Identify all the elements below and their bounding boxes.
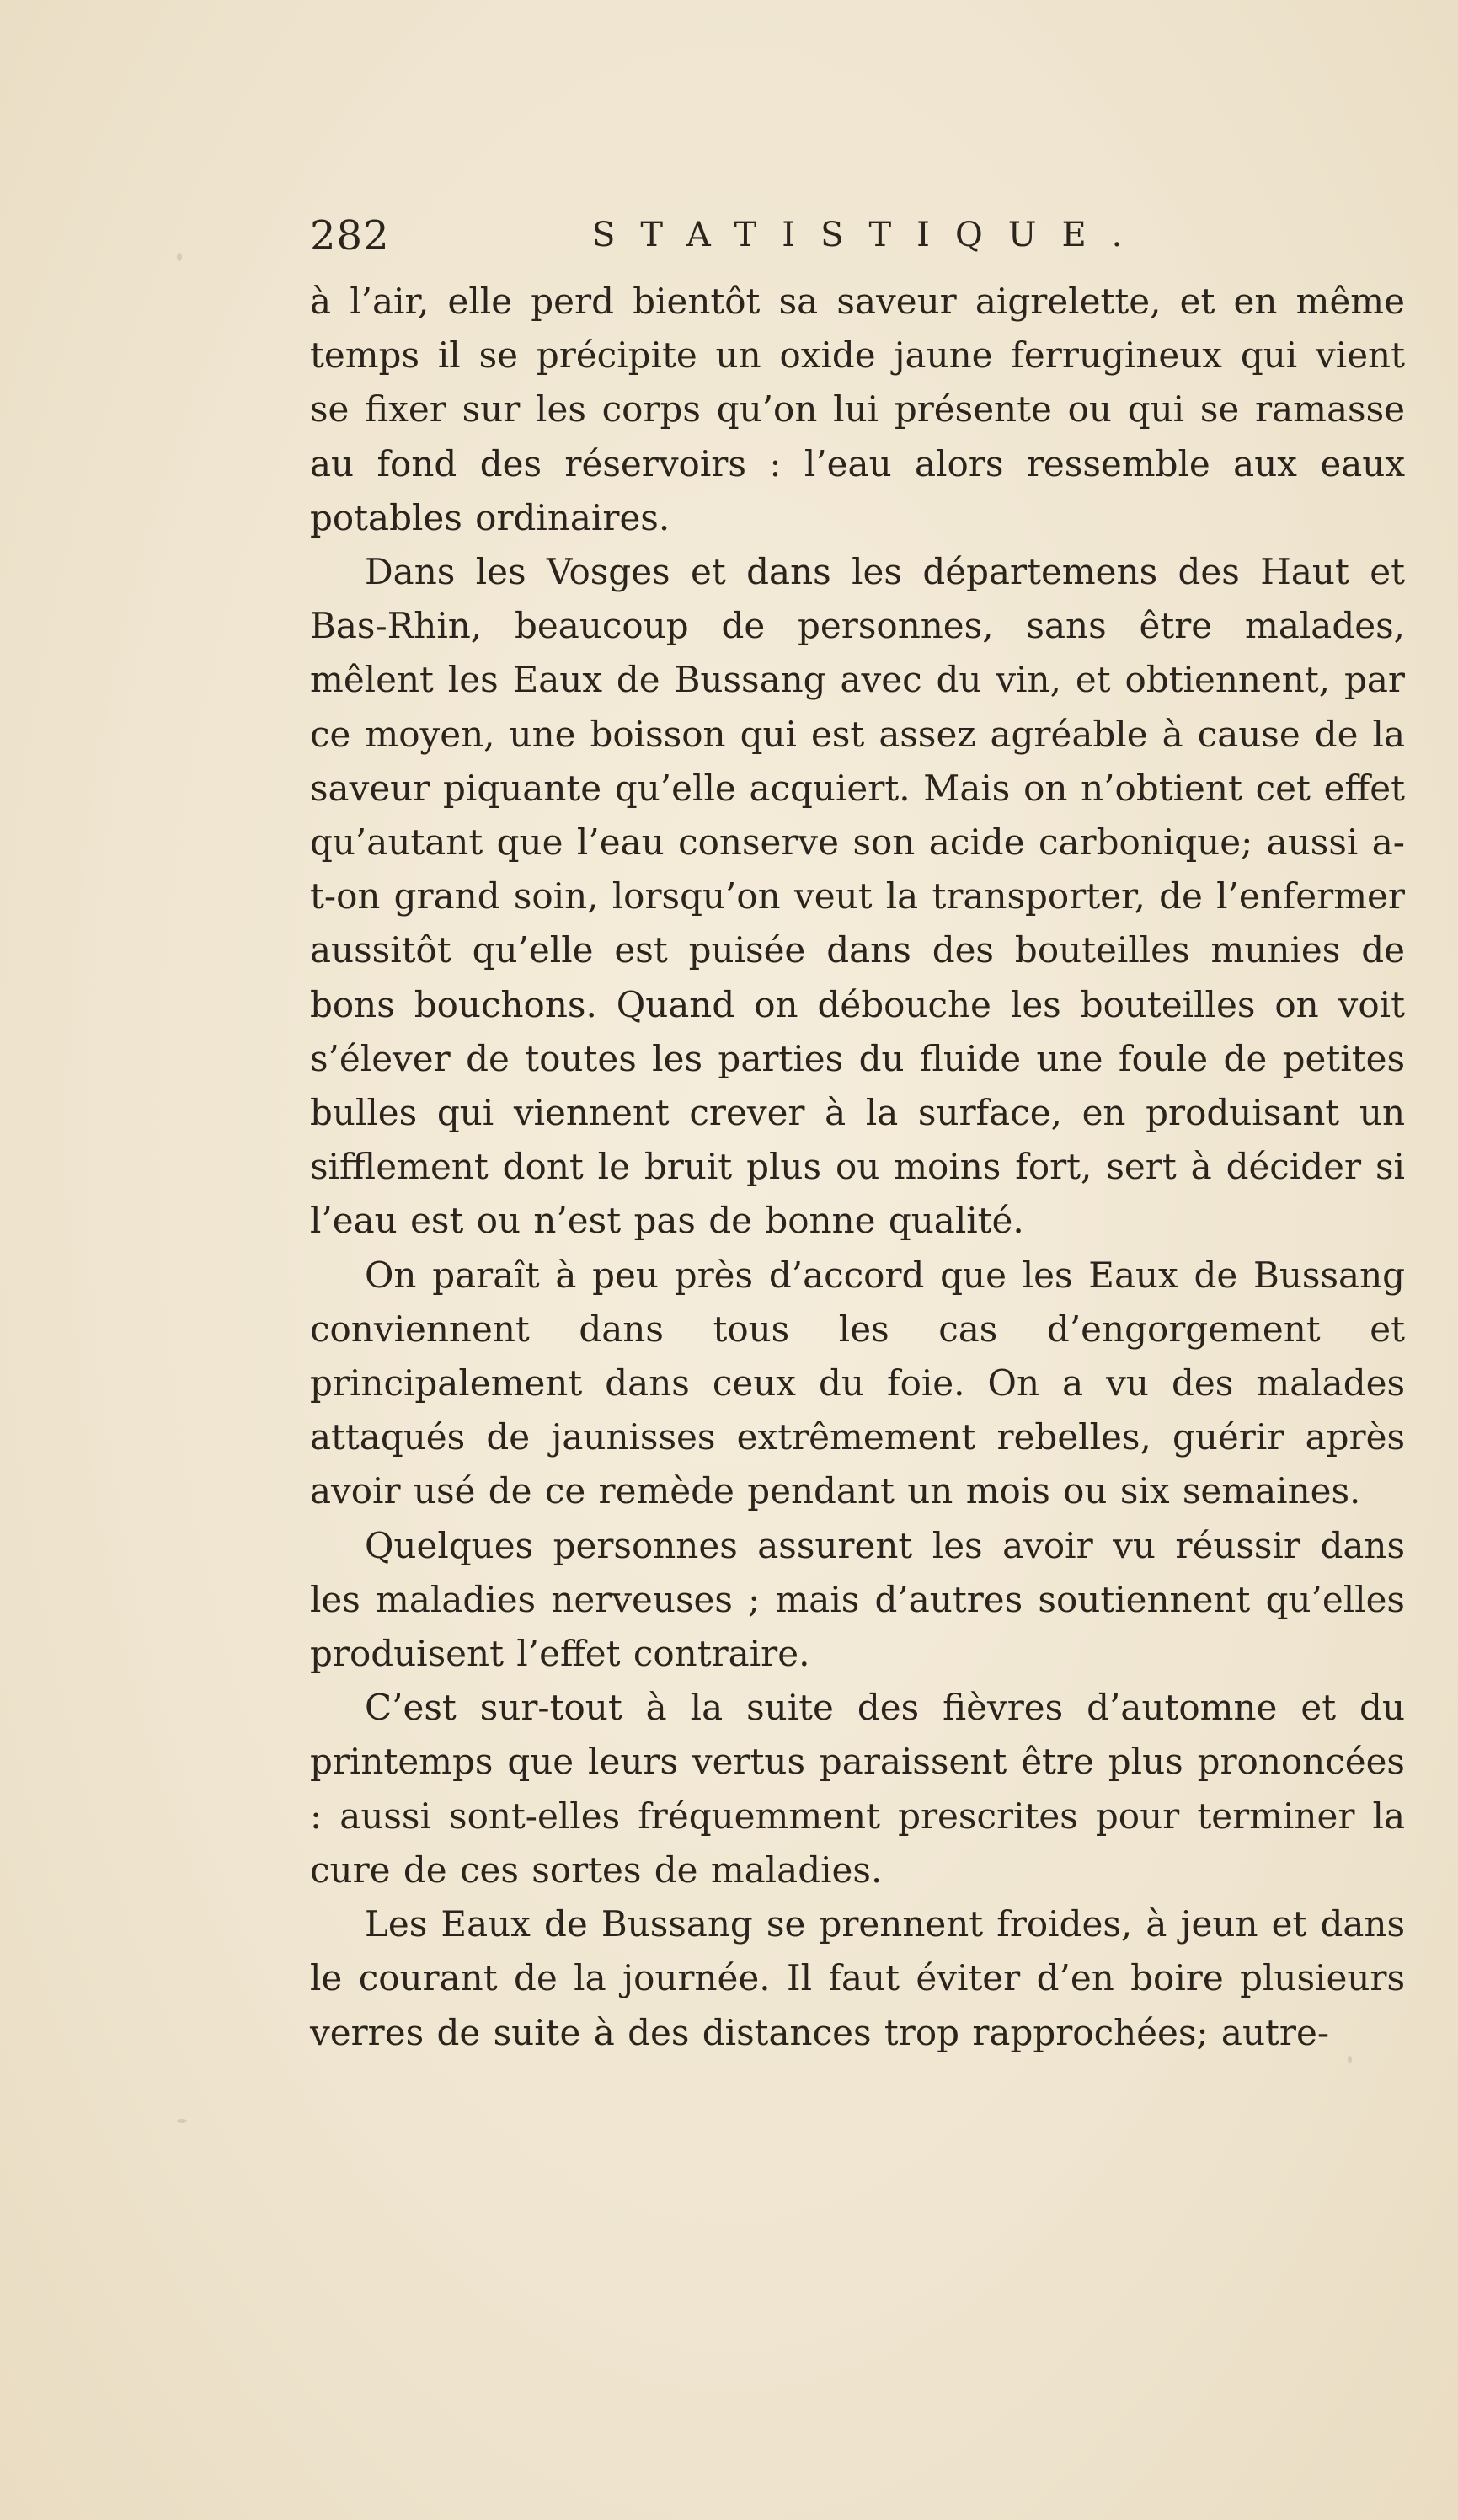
paragraph: On paraît à peu près d’accord que les Eaux de Bussang conviennent dans tous les cas d’engorgement et principalement dans ceux du foie. On a vu des malades attaqués de jaunisses extrêmement rebelles, guérir après avoir usé de ce remède pendant un mois ou six semaines. xyxy=(310,1254,1405,1512)
page-number: 282 xyxy=(310,212,390,259)
body-text xyxy=(310,275,1405,2060)
paragraph: Les Eaux de Bussang se prennent froides, à jeun et dans le courant de la journée. Il faut éviter d’en boire plusieurs verres de suite à des distances trop rapprochées; autre- xyxy=(310,1903,1405,2053)
paragraph: C’est sur-tout à la suite des fièvres d’automne et du printemps que leurs vertus paraissent être plus prononcées : aussi sont-elles fréquemment prescrites pour terminer la cure de ces sortes de maladies. xyxy=(310,1687,1405,1891)
paragraph: Quelques personnes assurent les avoir vu réussir dans les maladies nerveuses ; mais d’autres soutiennent qu’elles produisent l’effet contraire. xyxy=(310,1524,1405,1675)
running-head: STATISTIQUE. xyxy=(592,216,1148,254)
paper-blemish xyxy=(177,2119,187,2123)
paragraph: à l’air, elle perd bientôt sa saveur aigrelette, et en même temps il se précipite un oxide jaune ferrugineux qui vient se fixer sur les corps qu’on lui présente ou qui se ramasse au fond des réservoirs : l’eau alors ressemble aux eaux potables ordinaires. xyxy=(310,281,1405,538)
paper-blemish xyxy=(177,253,182,261)
page-header xyxy=(310,212,1152,263)
paragraph: Dans les Vosges et dans les départemens des Haut et Bas-Rhin, beaucoup de personnes, sans être malades, mêlent les Eaux de Bussang avec du vin, et obtiennent, par ce moyen, une boisson qui est assez agréable à cause de la saveur piquante qu’elle acquiert. Mais on n’obtient cet effet qu’autant que l’eau conserve son acide carbonique; aussi a-t-on grand soin, lorsqu’on veut la transporter, de l’enfermer aussitôt qu’elle est puisée dans des bouteilles munies de bons bouchons. Quand on débouche les bouteilles on voit s’élever de toutes les parties du fluide une foule de petites bulles qui viennent crever à la surface, en produisant un sifflement dont le bruit plus ou moins fort, sert à décider si l’eau est ou n’est pas de bonne qualité. xyxy=(310,551,1405,1242)
